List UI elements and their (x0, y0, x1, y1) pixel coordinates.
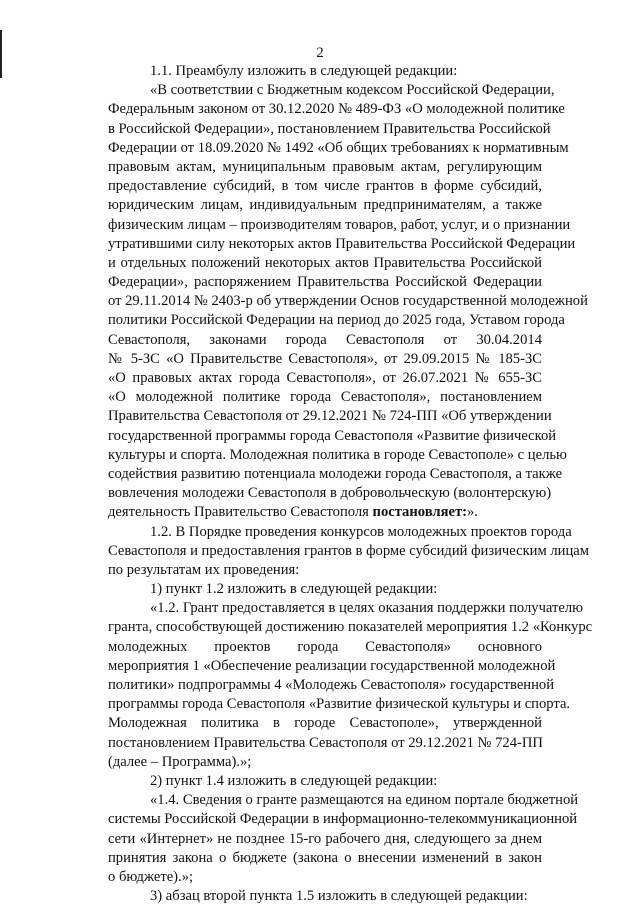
text-line: «1.2. Грант предоставляется в целях оказания поддержки получателю (150, 600, 584, 617)
text-line: Севастополя, законами города Севастополя от 30.04.2014 (108, 331, 542, 348)
document-body (108, 62, 593, 906)
text-line: политики Российской Федерации на период до 2025 года, Уставом города (108, 312, 565, 329)
text-line: государственной программы города Севастополя «Развитие физической (108, 427, 557, 444)
text-line: 2) пункт 1.4 изложить в следующей редакции: (150, 772, 438, 789)
page-number: 2 (316, 45, 324, 61)
text-line: в Российской Федерации», постановлением Правительства Российской (108, 120, 551, 137)
text-line: программы города Севастополя «Развитие физической культуры и спорта. (108, 696, 571, 713)
text-line: 1.1. Преамбулу изложить в следующей редакции: (150, 63, 458, 79)
text-line: по результатам их проведения: (108, 561, 300, 578)
text-line: «1.4. Сведения о гранте размещаются на едином портале бюджетной (150, 792, 579, 809)
text-line: 1.2. В Порядке проведения конкурсов молодежных проектов города (150, 523, 572, 540)
text-line: предоставление субсидий, в том числе грантов в форме субсидий, (108, 178, 542, 195)
text-line: вовлечения молодежи Севастополя в добровольческую (волонтерскую) (108, 485, 552, 502)
text-line: 1) пункт 1.2 изложить в следующей редакции: (150, 581, 438, 598)
text-line: (далее – Программа).»; (108, 753, 252, 770)
decree-keyword: постановляет: (372, 504, 467, 521)
text-line: Федерации от 18.09.2020 № 1492 «Об общих требованиях к нормативным (108, 139, 569, 156)
text-segment: деятельность Правительство Севастополя (108, 504, 373, 521)
text-line: системы Российской Федерации в информационно-телекоммуникационной (108, 811, 578, 828)
text-line: Молодежная политика в городе Севастополе», утвержденной (108, 715, 542, 732)
text-line: «О молодежной политике города Севастополя», постановлением (108, 389, 542, 406)
text-line: принятия закона о бюджете (закона о внесении изменений в закон (108, 849, 542, 866)
text-line: юридическим лицам, индивидуальным предпринимателям, а также (108, 197, 542, 214)
text-line: о бюджете).»; (108, 868, 194, 885)
text-line: культуры и спорта. Молодежная политика в городе Севастополе» с целью (108, 446, 567, 463)
text-line: Севастополя и предоставления грантов в форме субсидий физическим лицам (108, 542, 589, 559)
text-line: гранта, способствующей достижению показателей мероприятия 1.2 «Конкурс (108, 619, 593, 636)
text-line: правовым актам, муниципальным правовым актам, регулирующим (108, 158, 542, 175)
text-line: постановлением Правительства Севастополя от 29.12.2021 № 724-ПП (108, 734, 543, 751)
text-line: и отдельных положений некоторых актов Правительства Российской (108, 254, 542, 271)
text-line: сети «Интернет» не позднее 15-го рабочего дня, следующего за днем (108, 830, 542, 847)
text-line: политики» подпрограммы 4 «Молодежь Севастополя» государственной (108, 677, 555, 693)
text-line: Федеральным законом от 30.12.2020 № 489-ФЗ «О молодежной политике (108, 101, 565, 118)
text-line: «О правовых актах города Севастополя», от 26.07.2021 № 655-ЗС (108, 370, 542, 386)
text-line: № 5-ЗС «О Правительстве Севастополя», от 29.09.2015 № 185-ЗС (108, 350, 542, 367)
text-line (108, 503, 542, 522)
text-line: утратившими силу некоторых актов Правительства Российской Федерации (108, 235, 576, 252)
text-line: мероприятия 1 «Обеспечение реализации государственной молодежной (108, 657, 556, 674)
text-line: Правительства Севастополя от 29.12.2021 № 724-ПП «Об утверждении (108, 408, 552, 425)
text-segment: ». (466, 504, 478, 521)
text-line: 3) абзац второй пункта 1.5 изложить в следующей редакции: (150, 888, 528, 905)
text-line: Федерации», распоряжением Правительства Российской Федерации (108, 274, 542, 291)
text-line: молодежных проектов города Севастополя» основного (108, 638, 542, 655)
text-line: от 29.11.2014 № 2403-р об утверждении Основ государственной молодежной (108, 293, 588, 310)
text-line: содействия развитию потенциала молодежи города Севастополя, а также (108, 465, 563, 482)
text-line: физическим лицам – производителям товаров, работ, услуг, и о признании (108, 216, 571, 233)
text-line: «В соответствии с Бюджетным кодексом Российской Федерации, (150, 82, 555, 99)
